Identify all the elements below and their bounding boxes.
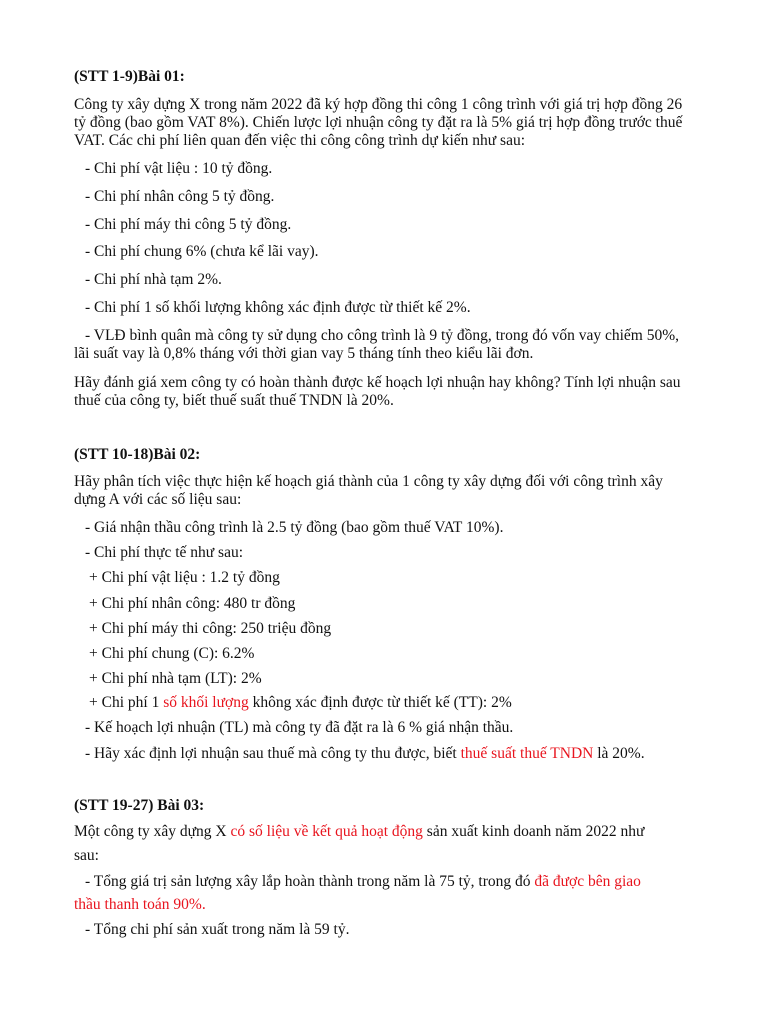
bai02-sub-item-3: + Chi phí máy thi công: 250 triệu đồng [89,620,332,637]
bai03-tong-chi-phi: - Tổng chi phí sản xuất trong năm là 59 tỷ. [85,921,350,938]
bai02-question-end: là 20%. [593,745,645,762]
bai03-tong-gia-tri-highlight-2: thầu thanh toán 90%. [74,896,206,913]
bai03-tong-gia-tri-line-1 [85,873,641,891]
bai01-vld: - VLĐ bình quân mà công ty sử dụng cho công trình là 9 tỷ đồng, trong đó vốn vay chiếm 50%, lãi suất vay là 0,8% tháng với thời gian vay 5 tháng tính theo kiểu lãi đơn. [74,327,680,362]
bai02-sub-item-2: + Chi phí nhân công: 480 tr đồng [89,595,296,612]
bai02-chi-phi-thuc-te: - Chi phí thực tế như sau: [85,544,244,561]
bai02-intro: Hãy phân tích việc thực hiện kế hoạch giá thành của 1 công ty xây dựng đối với công trình xây dựng A với các số liệu sau: [74,473,663,508]
bai01-intro: Công ty xây dựng X trong năm 2022 đã ký hợp đồng thi công 1 công trình với giá trị hợp đồng 26 tỷ đồng (bao gồm VAT 8%). Chiến lược lợi nhuận công ty đặt ra là 5% giá trị hợp đồng trước thuế VAT. Các chi phí liên quan đến việc thi công công trình dự kiến như sau: [74,96,683,149]
bai02-question-start: - Hãy xác định lợi nhuận sau thuế mà công ty thu được, biết [85,745,461,762]
bai01-question: Hãy đánh giá xem công ty có hoàn thành được kế hoạch lợi nhuận hay không? Tính lợi nhuận sau thuế của công ty, biết thuế suất thuế TNDN là 20%. [74,374,681,409]
bai03-intro-line-1 [74,823,644,841]
bai02-tt-text-end: không xác định được từ thiết kế (TT): 2% [248,694,512,711]
bai02-sub-item-4: + Chi phí chung (C): 6.2% [89,645,255,662]
bai03-heading: (STT 19-27) Bài 03: [74,797,205,814]
bai02-question [85,745,645,763]
bai02-heading: (STT 10-18)Bài 02: [74,446,201,463]
bai01-heading: (STT 1-9)Bài 01: [74,68,185,85]
bai03-tong-gia-tri-start: - Tổng giá trị sản lượng xây lắp hoàn thành trong năm là 75 tỷ, trong đó [85,873,535,890]
bai02-gia-nhan-thau: - Giá nhận thầu công trình là 2.5 tỷ đồng (bao gồm thuế VAT 10%). [85,519,504,536]
bai03-tong-gia-tri-highlight-1: đã được bên giao [534,873,641,890]
bai03-intro-end: sản xuất kinh doanh năm 2022 như [422,823,645,840]
bai01-item-4: - Chi phí chung 6% (chưa kể lãi vay). [85,243,319,260]
bai01-item-6: - Chi phí 1 số khối lượng không xác định được từ thiết kế 2%. [85,299,471,316]
bai03-intro-highlight: có số liệu về kết quả hoạt động [230,823,423,840]
bai02-question-highlight: thuế suất thuế TNDN [460,745,594,762]
bai01-item-1: - Chi phí vật liệu : 10 tỷ đồng. [85,160,273,177]
bai02-tt-highlight: số khối lượng [163,694,249,711]
bai03-intro-line-2: sau: [74,847,99,864]
bai01-item-3: - Chi phí máy thi công 5 tỷ đồng. [85,216,292,233]
bai01-item-5: - Chi phí nhà tạm 2%. [85,271,222,288]
bai02-tt-text-start: + Chi phí 1 [89,694,164,711]
bai02-sub-item-6 [89,694,512,712]
bai02-sub-item-1: + Chi phí vật liệu : 1.2 tỷ đồng [89,569,280,586]
bai01-item-2: - Chi phí nhân công 5 tỷ đồng. [85,188,275,205]
bai03-intro-start: Một công ty xây dựng X [74,823,231,840]
bai02-sub-item-5: + Chi phí nhà tạm (LT): 2% [89,670,262,687]
bai02-ke-hoach: - Kế hoạch lợi nhuận (TL) mà công ty đã đặt ra là 6 % giá nhận thầu. [85,719,514,736]
